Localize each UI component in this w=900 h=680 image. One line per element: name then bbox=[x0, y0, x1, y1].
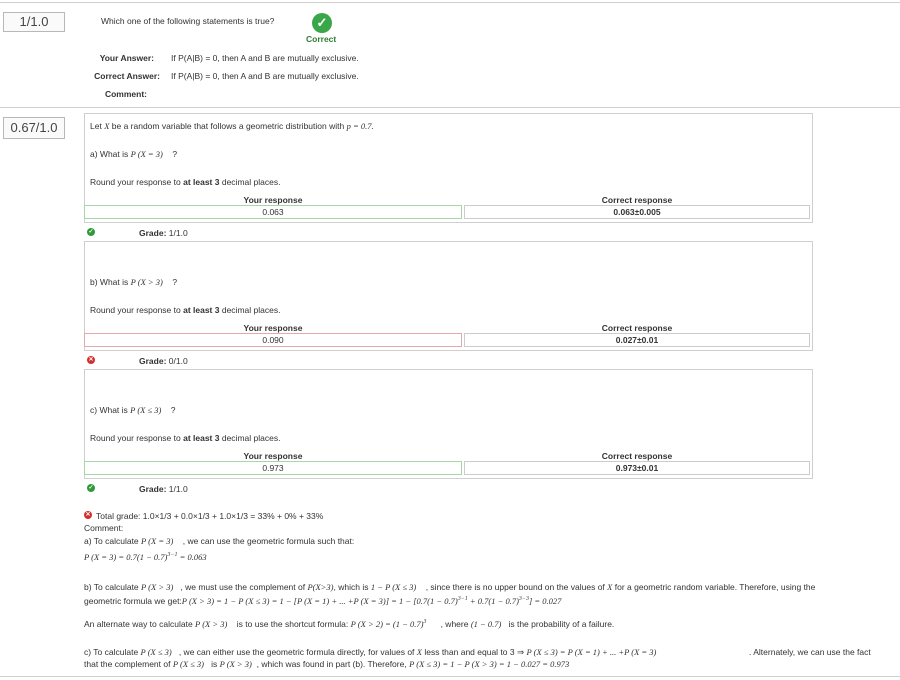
part-c-round-note: Round your response to at least 3 decimal places. bbox=[90, 433, 281, 443]
part-a-correct-response: 0.063±0.005 bbox=[464, 205, 810, 219]
total-grade: Total grade: 1.0×1/3 + 0.0×1/3 + 1.0×1/3 = 33% + 0% + 33% bbox=[96, 511, 324, 521]
explanation-c-line1-end: . Alternately, we can use the fact bbox=[749, 647, 871, 657]
bottom-divider bbox=[0, 676, 900, 677]
correct-response-header: Correct response bbox=[601, 323, 673, 333]
part-b-round-note: Round your response to at least 3 decimal places. bbox=[90, 305, 281, 315]
your-answer-value: If P(A|B) = 0, then A and B are mutually exclusive. bbox=[171, 53, 359, 63]
part-b-response-table bbox=[84, 323, 812, 345]
q-divider bbox=[0, 107, 900, 108]
your-response-header: Your response bbox=[243, 451, 303, 461]
correct-response-header: Correct response bbox=[601, 195, 673, 205]
your-response-header: Your response bbox=[243, 195, 303, 205]
q1-status: Correct bbox=[306, 34, 337, 44]
part-b-grade: Grade: 0/1.0 bbox=[139, 356, 188, 366]
part-b-prompt: b) What is P (X > 3) ? bbox=[90, 277, 178, 287]
part-c-prompt: c) What is P (X ≤ 3) ? bbox=[90, 405, 176, 415]
check-circle-icon: ✓ bbox=[88, 485, 94, 491]
correct-answer-label: Correct Answer: bbox=[94, 71, 160, 81]
your-response-header: Your response bbox=[243, 323, 303, 333]
part-c-correct-response: 0.973±0.01 bbox=[464, 461, 810, 475]
part-b-correct-response: 0.027±0.01 bbox=[464, 333, 810, 347]
explanation-c-line1: c) To calculate P (X ≤ 3) , we can either use the geometric formula directly, for values of X less than and equal to 3 ⇒ P (X ≤ 3) = P (X = 1) + ... +P (X = 3) bbox=[84, 647, 657, 657]
explanation-a-line1: a) To calculate P (X = 3) , we can use the geometric formula such that: bbox=[84, 536, 355, 546]
part-c-response-table bbox=[84, 451, 812, 473]
explanation-b-line2: geometric formula we get:P (X > 3) = 1 − P (X ≤ 3) = 1 − [P (X = 1) + ... +P $(X = 3)] = 1 - [0.7(1 - 0.7)^{3-1} + 0.7(1 - 0.7)^{3-3}] = 0.027$ bbox=[84, 596, 562, 606]
q2-intro: Let X be a random variable that follows a geometric distribution with p = 0.7. bbox=[90, 121, 374, 131]
part-a-prompt: a) What is P (X = 3) ? bbox=[90, 149, 178, 159]
q2-score-box: 0.67/1.0 bbox=[3, 117, 65, 139]
part-c-grade: Grade: 1/1.0 bbox=[139, 484, 188, 494]
check-circle-icon: ✓ bbox=[88, 229, 94, 235]
q2-comment-label: Comment: bbox=[84, 523, 124, 533]
q1-score-box: 1/1.0 bbox=[3, 12, 65, 32]
x-circle-icon: ✕ bbox=[88, 357, 94, 363]
part-c-your-response[interactable]: 0.973 bbox=[84, 461, 462, 475]
q1-prompt: Which one of the following statements is true? bbox=[101, 16, 275, 26]
x-circle-icon: ✕ bbox=[85, 512, 91, 518]
explanation-a-formula: P $(X = 3) = 0.7(1 - 0.7)^{3-1} = 0.063$ bbox=[84, 552, 207, 562]
q1-comment-label: Comment: bbox=[104, 89, 147, 99]
explanation-alternate: An alternate way to calculate P (X > 3) is to use the shortcut formula: P $(X > 2) = (1 - 0.7)^3$ , where (1 − 0.7) is the probability of a failure. bbox=[84, 619, 615, 629]
part-a-round-note: Round your response to at least 3 decimal places. bbox=[90, 177, 281, 187]
top-divider bbox=[0, 2, 900, 3]
your-answer-label: Your Answer: bbox=[99, 53, 154, 63]
correct-response-header: Correct response bbox=[601, 451, 673, 461]
part-a-your-response[interactable]: 0.063 bbox=[84, 205, 462, 219]
part-a-grade: Grade: 1/1.0 bbox=[139, 228, 188, 238]
part-a-response-table bbox=[84, 195, 812, 217]
part-b-your-response[interactable]: 0.090 bbox=[84, 333, 462, 347]
explanation-c-line2: that the complement of P (X ≤ 3) is P (X > 3) , which was found in part (b). Therefore, P (X ≤ 3) = 1 − P (X > 3) = 1 − 0.027 = 0.973 bbox=[84, 659, 570, 669]
explanation-b-line1: b) To calculate P (X > 3) , we must use the complement of P(X>3), which is 1 − P (X ≤ 3) , since there is no upper bound on the values of X for a geometric random variable. Therefore, using the bbox=[84, 582, 816, 592]
correct-check-icon: ✓ bbox=[312, 13, 332, 33]
correct-answer-value: If P(A|B) = 0, then A and B are mutually exclusive. bbox=[171, 71, 359, 81]
